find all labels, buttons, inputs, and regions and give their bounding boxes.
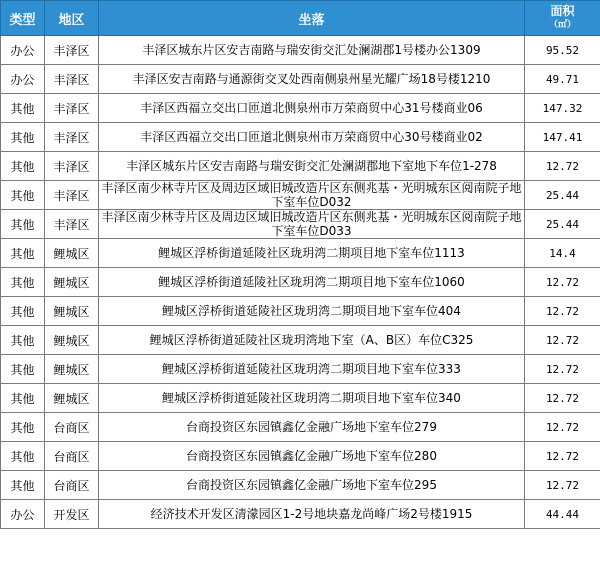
table-row (1, 442, 600, 471)
cell-district: 鲤城区 (45, 384, 99, 413)
cell-location: 鲤城区浮桥街道延陵社区珑玥湾二期项目地下室车位404 (99, 297, 525, 326)
table-body (1, 36, 600, 529)
table-row (1, 326, 600, 355)
cell-district: 丰泽区 (45, 210, 99, 239)
table-row (1, 297, 600, 326)
cell-area: 147.41 (525, 123, 600, 152)
table-row (1, 123, 600, 152)
cell-district: 鲤城区 (45, 326, 99, 355)
cell-location: 鲤城区浮桥街道延陵社区珑玥湾地下室（A、B区）车位C325 (99, 326, 525, 355)
cell-type: 其他 (1, 442, 45, 471)
table-row (1, 210, 600, 239)
header-location: 坐落 (99, 1, 525, 36)
header-district: 地区 (45, 1, 99, 36)
cell-type: 其他 (1, 239, 45, 268)
cell-district: 丰泽区 (45, 123, 99, 152)
cell-location: 丰泽区南少林寺片区及周边区域旧城改造片区东侧兆基・光明城东区阅南院子地下室车位D033 (99, 210, 525, 239)
header-type: 类型 (1, 1, 45, 36)
cell-area: 44.44 (525, 500, 600, 529)
cell-area: 12.72 (525, 152, 600, 181)
cell-area: 12.72 (525, 355, 600, 384)
cell-area: 95.52 (525, 36, 600, 65)
cell-district: 台商区 (45, 442, 99, 471)
table-row (1, 500, 600, 529)
cell-area: 12.72 (525, 471, 600, 500)
table-row (1, 384, 600, 413)
cell-location: 台商投资区东园镇鑫亿金融广场地下室车位280 (99, 442, 525, 471)
cell-type: 其他 (1, 94, 45, 123)
cell-area: 12.72 (525, 297, 600, 326)
cell-district: 台商区 (45, 471, 99, 500)
header-area-unit: （㎡） (548, 20, 576, 30)
cell-type: 其他 (1, 471, 45, 500)
cell-type: 办公 (1, 36, 45, 65)
cell-district: 鲤城区 (45, 297, 99, 326)
cell-district: 鲤城区 (45, 268, 99, 297)
cell-location: 丰泽区城东片区安吉南路与瑞安街交汇处澜湖郡1号楼办公1309 (99, 36, 525, 65)
cell-type: 其他 (1, 384, 45, 413)
cell-area: 49.71 (525, 65, 600, 94)
cell-location: 丰泽区安吉南路与通源街交叉处西南侧泉州星光耀广场18号楼1210 (99, 65, 525, 94)
table-row (1, 471, 600, 500)
cell-location: 丰泽区西福立交出口匝道北侧泉州市万荣商贸中心30号楼商业02 (99, 123, 525, 152)
cell-area: 25.44 (525, 181, 600, 210)
cell-location: 鲤城区浮桥街道延陵社区珑玥湾二期项目地下室车位340 (99, 384, 525, 413)
table-row (1, 239, 600, 268)
header-area-label: 面积 (550, 4, 575, 18)
cell-district: 开发区 (45, 500, 99, 529)
cell-area: 14.4 (525, 239, 600, 268)
cell-type: 其他 (1, 326, 45, 355)
cell-type: 其他 (1, 210, 45, 239)
table-row (1, 413, 600, 442)
cell-type: 其他 (1, 355, 45, 384)
cell-area: 12.72 (525, 326, 600, 355)
table-row (1, 355, 600, 384)
cell-location: 鲤城区浮桥街道延陵社区珑玥湾二期项目地下室车位1060 (99, 268, 525, 297)
table-header-row (1, 1, 600, 36)
cell-district: 丰泽区 (45, 94, 99, 123)
cell-location: 丰泽区西福立交出口匝道北侧泉州市万荣商贸中心31号楼商业06 (99, 94, 525, 123)
cell-type: 其他 (1, 152, 45, 181)
table-row (1, 36, 600, 65)
cell-type: 其他 (1, 413, 45, 442)
cell-type: 其他 (1, 268, 45, 297)
cell-type: 办公 (1, 65, 45, 94)
cell-district: 丰泽区 (45, 65, 99, 94)
cell-district: 鲤城区 (45, 239, 99, 268)
cell-district: 丰泽区 (45, 181, 99, 210)
cell-area: 12.72 (525, 442, 600, 471)
cell-area: 12.72 (525, 413, 600, 442)
cell-location: 台商投资区东园镇鑫亿金融广场地下室车位295 (99, 471, 525, 500)
cell-district: 台商区 (45, 413, 99, 442)
table-row (1, 268, 600, 297)
table-row (1, 65, 600, 94)
cell-area: 147.32 (525, 94, 600, 123)
cell-type: 办公 (1, 500, 45, 529)
cell-type: 其他 (1, 181, 45, 210)
cell-location: 鲤城区浮桥街道延陵社区珑玥湾二期项目地下室车位1113 (99, 239, 525, 268)
cell-district: 丰泽区 (45, 152, 99, 181)
table-row (1, 94, 600, 123)
cell-location: 经济技术开发区清濛园区1-2号地块嘉龙尚峰广场2号楼1915 (99, 500, 525, 529)
table-row (1, 181, 600, 210)
cell-area: 25.44 (525, 210, 600, 239)
cell-location: 丰泽区南少林寺片区及周边区域旧城改造片区东侧兆基・光明城东区阅南院子地下室车位D032 (99, 181, 525, 210)
cell-type: 其他 (1, 123, 45, 152)
cell-area: 12.72 (525, 268, 600, 297)
cell-type: 其他 (1, 297, 45, 326)
cell-location: 鲤城区浮桥街道延陵社区珑玥湾二期项目地下室车位333 (99, 355, 525, 384)
header-area (525, 1, 600, 36)
cell-location: 丰泽区城东片区安吉南路与瑞安街交汇处澜湖郡地下室地下车位1-278 (99, 152, 525, 181)
cell-district: 鲤城区 (45, 355, 99, 384)
cell-area: 12.72 (525, 384, 600, 413)
cell-location: 台商投资区东园镇鑫亿金融广场地下室车位279 (99, 413, 525, 442)
cell-district: 丰泽区 (45, 36, 99, 65)
table-row (1, 152, 600, 181)
